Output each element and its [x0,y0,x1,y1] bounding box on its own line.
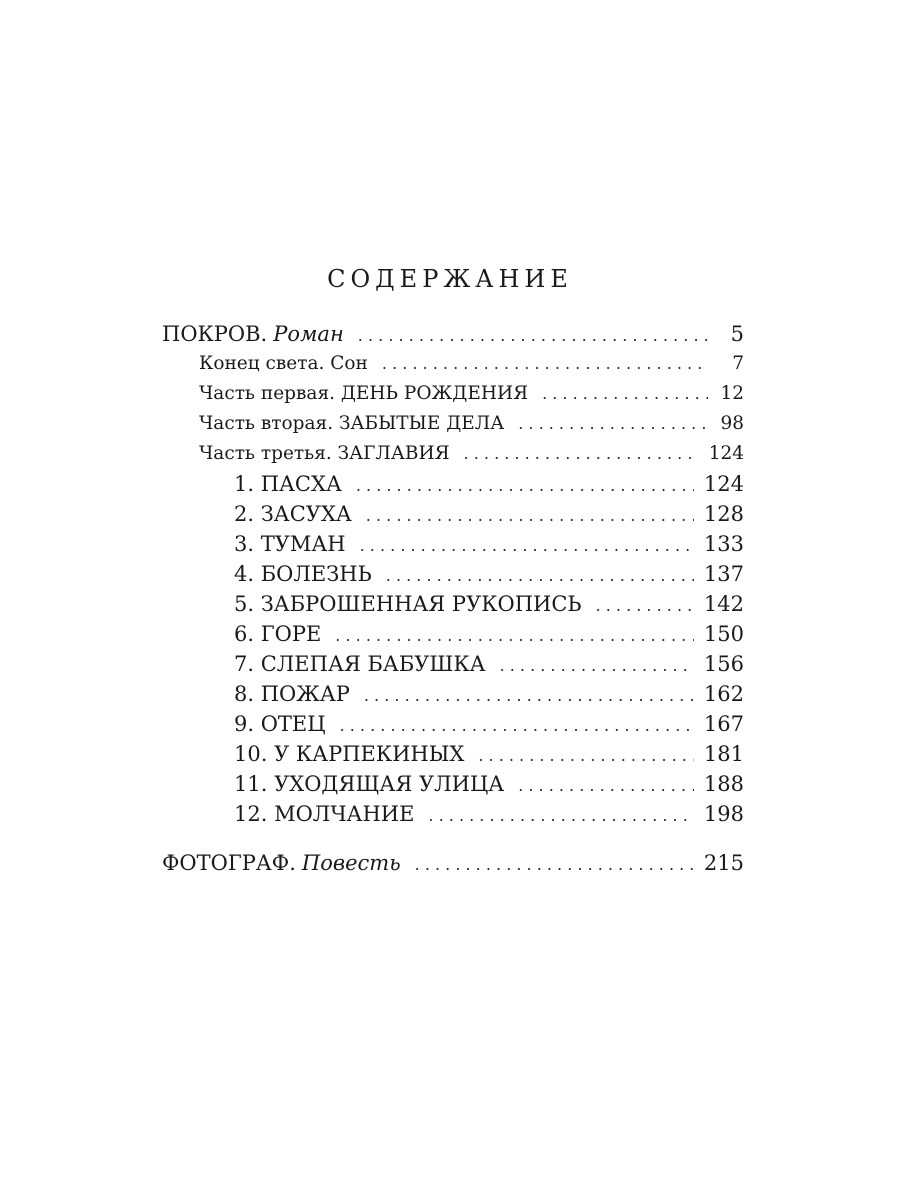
page-number: 150 [703,622,744,646]
entry-title: 12. МОЛЧАНИЕ [234,802,415,826]
toc-entry [162,619,744,649]
dot-leader [464,439,699,469]
entry-title: 5. ЗАБРОШЕННАЯ РУКОПИСЬ [234,592,582,616]
entry-title: 4. БОЛЕЗНЬ [234,562,372,586]
entry-title: 6. ГОРЕ [234,622,322,646]
toc-entry [162,349,744,379]
page-number: 188 [703,772,744,796]
entry-title: ФОТОГРАФ. [162,851,296,875]
toc-entry [162,709,744,739]
page-number: 137 [703,562,744,586]
entry-genre: Повесть [301,851,401,875]
toc-entry [162,439,744,469]
dot-leader [366,501,694,531]
entry-title: 9. ОТЕЦ [234,712,326,736]
entry-title: Часть вторая. ЗАБЫТЫЕ ДЕЛА [199,413,505,434]
page-number: 198 [703,802,744,826]
dot-leader [382,349,708,379]
dot-leader [356,471,694,501]
dot-leader [364,681,694,711]
dot-leader [340,711,694,741]
dot-leader [360,531,694,561]
entry-title: Часть третья. ЗАГЛАВИЯ [199,443,450,464]
page-number: 167 [703,712,744,736]
entry-title: 1. ПАСХА [234,472,342,496]
toc-entry [162,848,744,878]
page-number: 215 [703,851,744,875]
dot-leader [518,409,708,439]
dot-leader [478,741,694,771]
page-number: 12 [720,383,744,404]
toc-entry [162,379,744,409]
toc-entry [162,409,744,439]
entry-title: ПОКРОВ. [162,322,268,346]
page-number: 133 [703,532,744,556]
entry-title: 8. ПОЖАР [234,682,350,706]
toc-entry [162,469,744,499]
page-number: 181 [703,742,744,766]
toc-entry [162,739,744,769]
toc-entry [162,679,744,709]
dot-leader [596,591,694,621]
page-number: 5 [730,322,744,346]
entry-title: Конец света. Сон [199,353,368,374]
dot-leader [518,771,694,801]
dot-leader [500,651,694,681]
page-number: 98 [720,413,744,434]
toc-entry [162,529,744,559]
dot-leader [415,850,694,880]
entry-title: Часть первая. ДЕНЬ РОЖДЕНИЯ [199,383,529,404]
page-number: 142 [703,592,744,616]
page-number: 7 [732,353,744,374]
entry-title: 3. ТУМАН [234,532,346,556]
entry-genre: Роман [273,322,344,346]
toc-entry [162,559,744,589]
toc-entry [162,769,744,799]
dot-leader [335,621,694,651]
page-number: 124 [703,472,744,496]
entry-title: 2. ЗАСУХА [234,502,352,526]
dot-leader [428,801,693,831]
table-of-contents [162,319,744,878]
toc-entry [162,499,744,529]
page-number: 128 [703,502,744,526]
toc-entry [162,589,744,619]
entry-title: 11. УХОДЯЩАЯ УЛИЦА [234,772,505,796]
entry-title: 10. У КАРПЕКИНЫХ [234,742,465,766]
dot-leader [542,379,708,409]
toc-entry [162,799,744,829]
page-number: 124 [708,443,744,464]
page-number: 156 [703,652,744,676]
entry-title: 7. СЛЕПАЯ БАБУШКА [234,652,486,676]
page-title: СОДЕРЖАНИЕ [327,265,573,293]
toc-entry [162,319,744,349]
dot-leader [358,321,708,351]
toc-entry [162,649,744,679]
dot-leader [386,561,694,591]
page-number: 162 [703,682,744,706]
